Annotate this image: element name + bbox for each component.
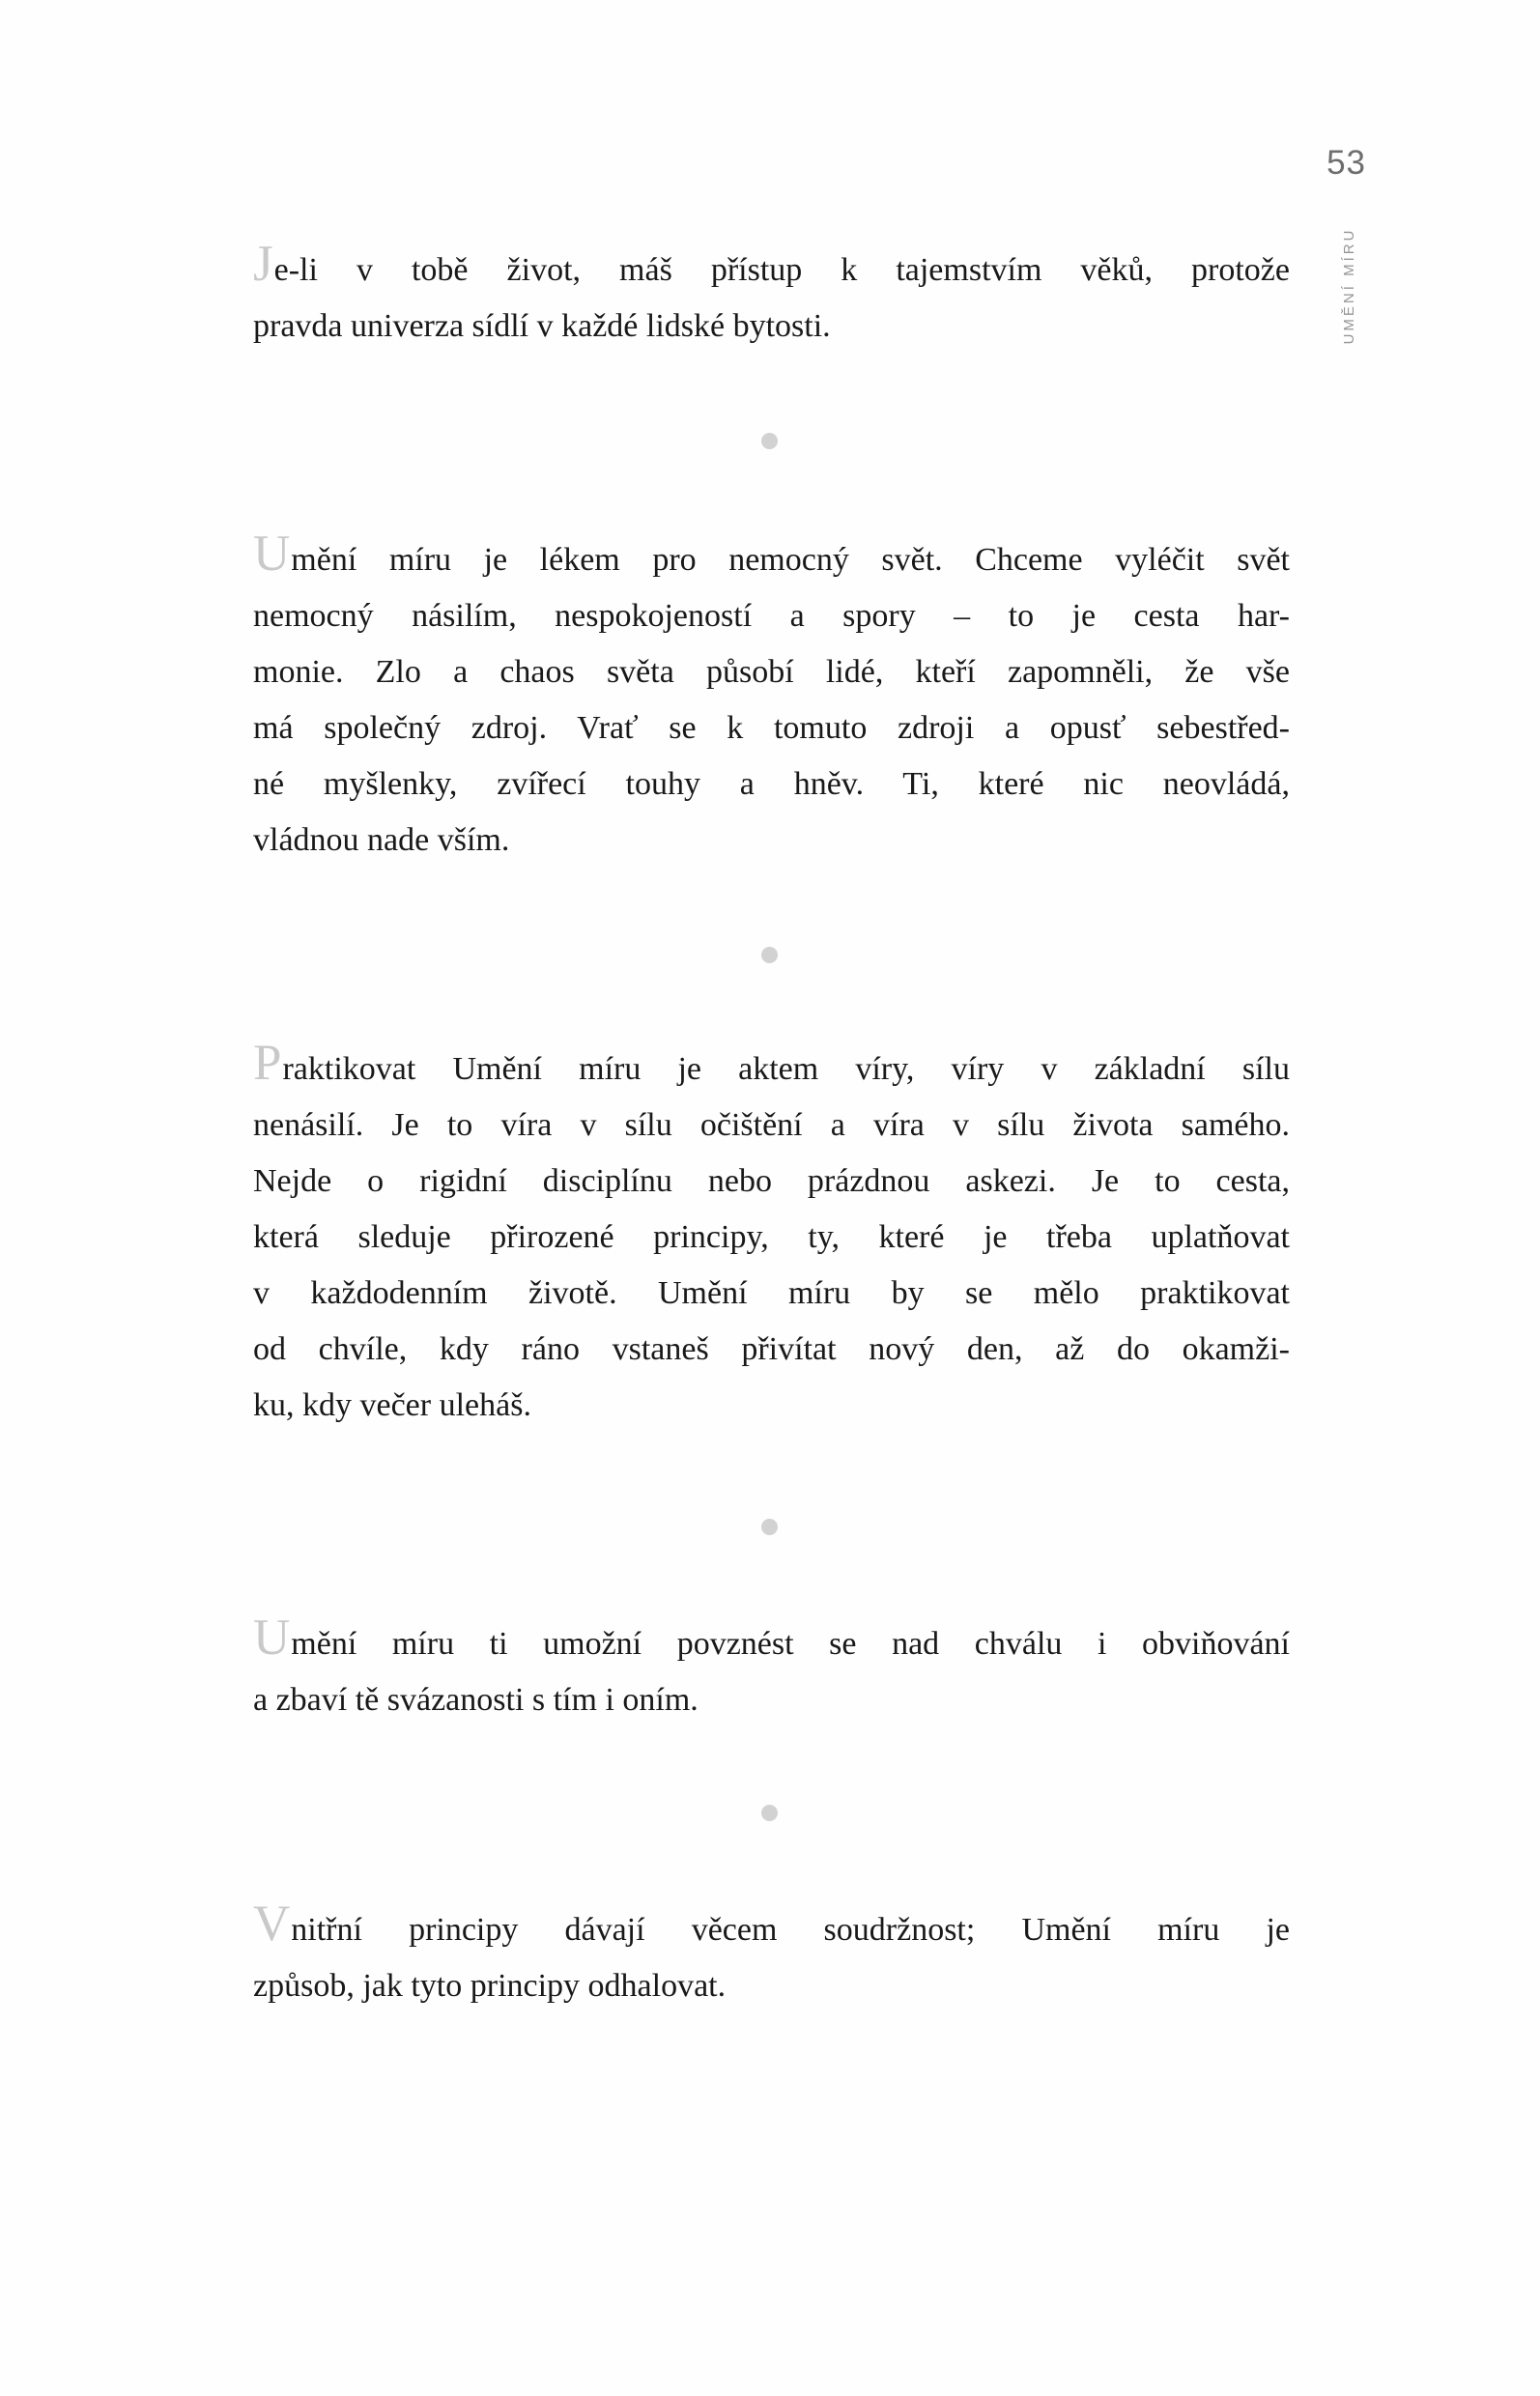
page-number: 53 [1326,144,1366,182]
text-line: způsob, jak tyto principy odhalovat. [253,1968,727,2004]
paragraph-1 [253,236,1290,355]
text-line: Nejde o rigidní disciplínu nebo prázdnou askezi. Je to cesta, [253,1163,1290,1199]
text-line: a zbaví tě svázanosti s tím i oním. [253,1682,699,1718]
running-header-vertical: UMĚNÍ MÍRU [1340,227,1357,345]
initial-capital: U [253,526,291,582]
initial-capital: P [253,1035,282,1091]
text-line: Je-li v tobě život, máš přístup k tajemstvím věků, protože [253,236,1290,292]
paragraph-2 [253,526,1290,869]
text-column [253,0,1290,2396]
section-separator-dot [761,947,778,963]
initial-capital: U [253,1610,291,1666]
text-line: od chvíle, kdy ráno vstaneš přivítat nový den, až do okamži- [253,1331,1290,1367]
text-line: Umění míru je lékem pro nemocný svět. Chceme vyléčit svět [253,526,1290,582]
text-line: v každodenním životě. Umění míru by se mělo praktikovat [253,1275,1290,1311]
text-line: vládnou nade vším. [253,822,510,858]
text-line: pravda univerza sídlí v každé lidské bytosti. [253,308,831,344]
text-line: ku, kdy večer uleháš. [253,1387,531,1423]
text-line: né myšlenky, zvířecí touhy a hněv. Ti, které nic neovládá, [253,766,1290,802]
paragraph-3 [253,1035,1290,1434]
paragraph-5 [253,1896,1290,2014]
section-separator-dot [761,1805,778,1821]
text-line: nemocný násilím, nespokojeností a spory – to je cesta har- [253,598,1290,634]
text-line: má společný zdroj. Vrať se k tomuto zdroji a opusť sebestřed- [253,710,1290,746]
initial-capital: V [253,1896,291,1952]
text-line: monie. Zlo a chaos světa působí lidé, kteří zapomněli, že vše [253,654,1290,690]
text-line: která sleduje přirozené principy, ty, které je třeba uplatňovat [253,1219,1290,1255]
section-separator-dot [761,1519,778,1535]
text-line: nenásilí. Je to víra v sílu očištění a víra v sílu života samého. [253,1107,1290,1143]
text-line: Praktikovat Umění míru je aktem víry, víry v základní sílu [253,1035,1290,1091]
section-separator-dot [761,433,778,449]
text-line: Umění míru ti umožní povznést se nad chválu i obviňování [253,1610,1290,1666]
paragraph-4 [253,1610,1290,1728]
initial-capital: J [253,236,273,292]
text-line: Vnitřní principy dávají věcem soudržnost; Umění míru je [253,1896,1290,1952]
